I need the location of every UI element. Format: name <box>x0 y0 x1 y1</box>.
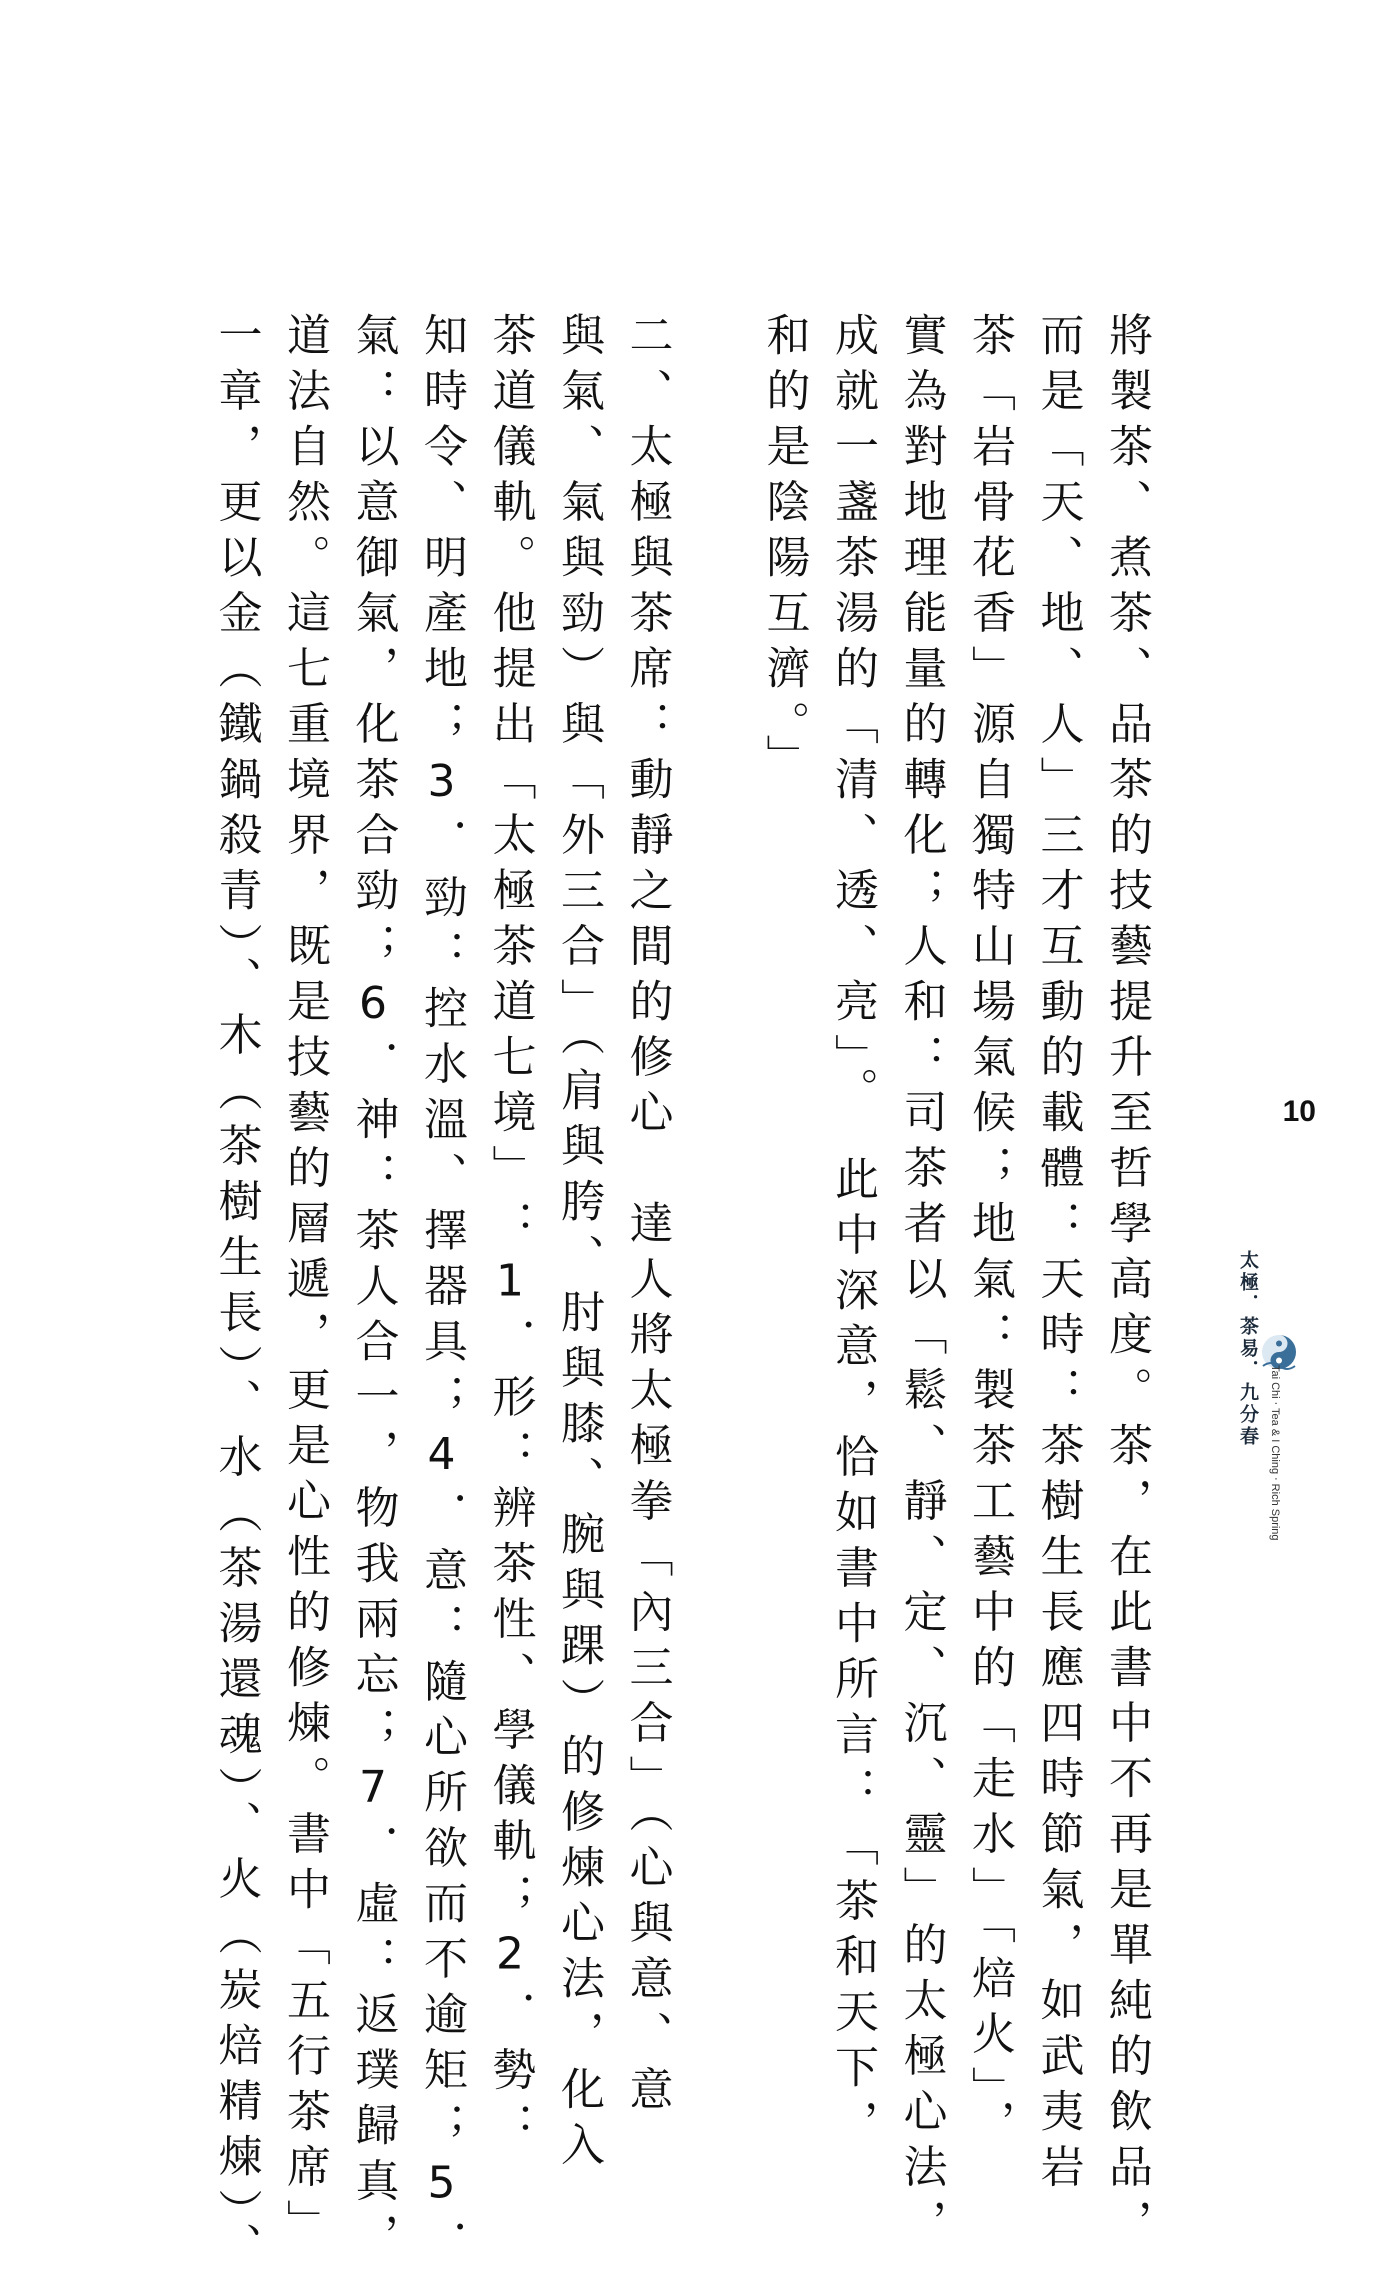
text-line: 茶道儀軌。他提出「太極茶道七境」：1．形：辨茶性、學儀軌；2．勢： <box>484 312 536 2158</box>
page-number: 10 <box>1282 1095 1316 1128</box>
text-line: 知時令、明產地；3．勁：控水溫、擇器具；4．意：隨心所欲而不逾矩；5． <box>416 312 467 2276</box>
body-text <box>210 312 1160 2278</box>
text-line: 與氣、氣與勁）與「外三合」（肩與胯、肘與膝、腕與踝）的修煉心法，化入 <box>553 312 604 2177</box>
paragraph-2 <box>201 312 749 2278</box>
text-line: 氣：以意御氣，化茶合勁；6．神：茶人合一，物我兩忘；7．虛：返璞歸真， <box>347 312 399 2269</box>
paragraph-1 <box>749 312 1160 2255</box>
text-line: 將製茶、煮茶、品茶的技藝提升至哲學高度。茶，在此書中不再是單純的飲品， <box>1101 312 1152 2255</box>
running-header <box>1235 1250 1305 1541</box>
text-line: 成就一盞茶湯的「清、透、亮」。 此中深意，恰如書中所言：「茶和天下， <box>827 312 878 2155</box>
text-line: 和的是陰陽互濟。」 <box>758 312 810 790</box>
text-line: 而是「天、地、人」三才互動的載體：天時：茶樹生長應四時節氣，如武夷岩 <box>1032 312 1084 2199</box>
text-line: 二、太極與茶席：動靜之間的修心 達人將太極拳「內三合」（心與意、意 <box>621 312 673 2122</box>
series-title: 太極．茶易．九分春 <box>1237 1250 1259 1448</box>
text-line: 茶「岩骨花香」源自獨特山場氣候；地氣：製茶工藝中的「走水」「焙火」， <box>964 312 1015 2155</box>
text-line: 道法自然。這七重境界，既是技藝的層遞，更是心性的修煉。書中「五行茶席」 <box>279 312 330 2255</box>
english-title: Tai Chi ‧ Tea & I Ching ‧ Rich Spring <box>1269 1365 1281 1541</box>
text-line: 實為對地理能量的轉化；人和：司茶者以「鬆、靜、定、沉、靈」的太極心法， <box>895 312 947 2255</box>
text-line: 一章，更以金（鐵鍋殺青）、木（茶樹生長）、水（茶湯還魂）、火（炭焙精煉）、 <box>210 312 262 2278</box>
